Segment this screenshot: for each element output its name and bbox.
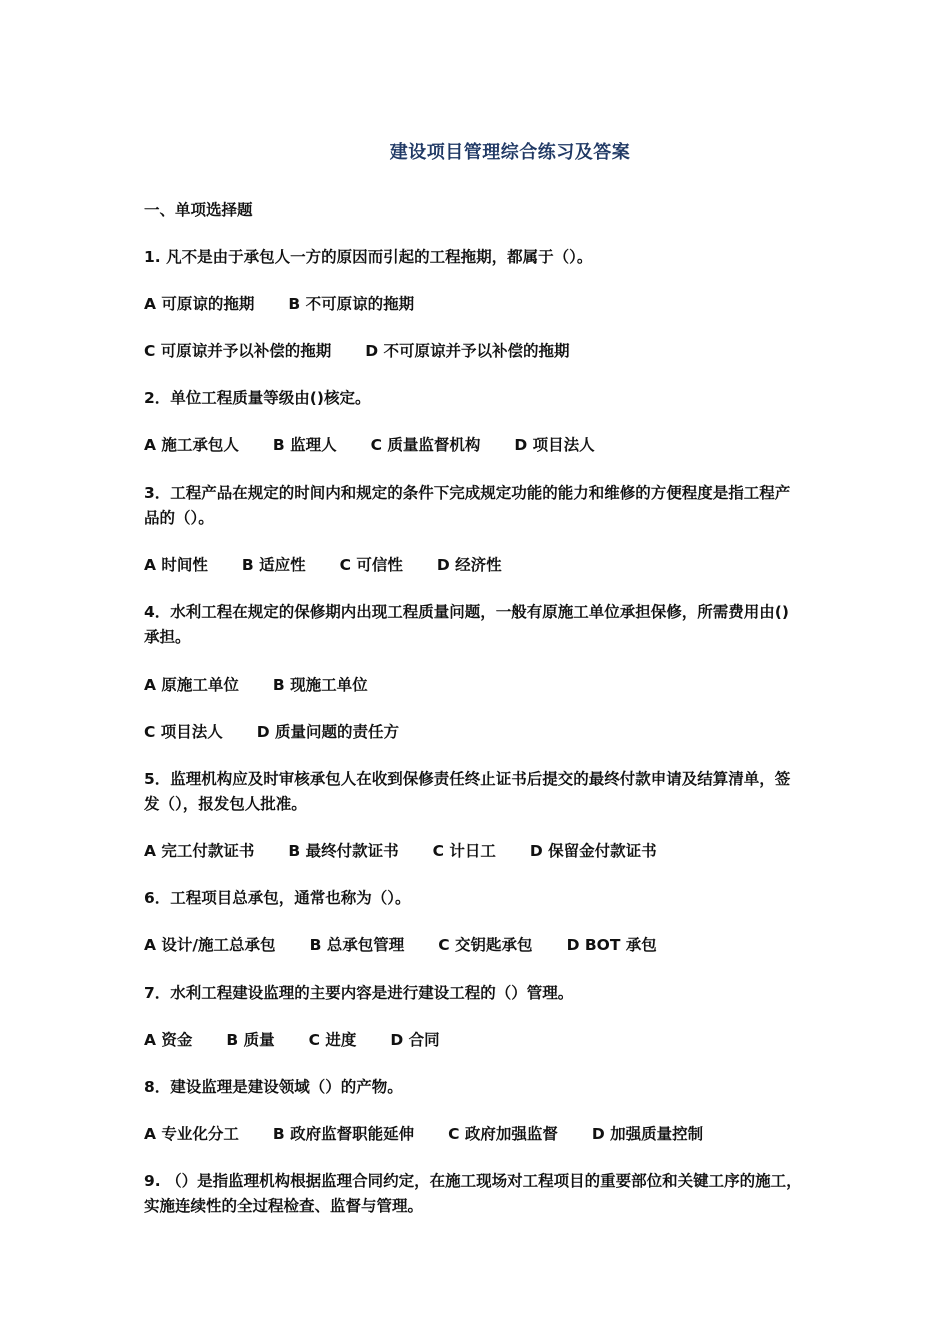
option-b: B 质量 [226,1031,275,1049]
option-d: D 不可原谅并予以补偿的拖期 [365,342,570,360]
option-d: D 合同 [390,1031,440,1049]
option-b: B 监理人 [272,436,337,454]
question-2: 2．单位工程质量等级由()核定。 [144,389,371,407]
question-6-options [144,933,824,958]
question-3: 3．工程产品在规定的时间内和规定的条件下完成规定功能的能力和维修的方便程度是指工程产品的（）。 [144,484,791,527]
option-a: A 原施工单位 [144,676,239,694]
question-5-options [144,839,824,864]
option-a: A 施工承包人 [144,436,239,454]
option-c: C 可原谅并予以补偿的拖期 [144,342,332,360]
option-a: A 时间性 [144,556,208,574]
option-d: D 项目法人 [514,436,595,454]
option-c: C 计日工 [432,842,496,860]
question-1-options-row-2 [144,339,824,364]
option-d: D 质量问题的责任方 [256,723,400,741]
option-c: C 质量监督机构 [370,436,481,454]
question-4-options-row-2 [144,720,824,745]
question-4-options-row-1 [144,673,824,698]
option-d: D BOT 承包 [566,936,657,954]
question-7: 7．水利工程建设监理的主要内容是进行建设工程的（）管理。 [144,984,574,1002]
option-a: A 专业化分工 [144,1125,239,1143]
option-b: B 总承包管理 [309,936,405,954]
option-a: A 设计/施工总承包 [144,936,276,954]
option-b: B 适应性 [241,556,306,574]
option-c: C 项目法人 [144,723,223,741]
question-7-options [144,1028,824,1053]
question-9: 9. （）是指监理机构根据监理合同约定，在施工现场对工程项目的重要部位和关键工序的施工，实施连续性的全过程检查、监督与管理。 [144,1172,802,1215]
question-1-options-row-1 [144,292,824,317]
question-8-options [144,1122,824,1147]
option-d: D 经济性 [436,556,502,574]
question-4: 4．水利工程在规定的保修期内出现工程质量问题，一般有原施工单位承担保修，所需费用由()承担。 [144,603,789,646]
option-c: C 交钥匙承包 [438,936,533,954]
option-b: B 现施工单位 [272,676,368,694]
question-2-options [144,433,824,458]
option-d: D 保留金付款证书 [529,842,657,860]
question-8: 8．建设监理是建设领域（）的产物。 [144,1078,403,1096]
option-a: A 可原谅的拖期 [144,295,255,313]
option-b: B 政府监督职能延伸 [272,1125,415,1143]
option-d: D 加强质量控制 [591,1125,704,1143]
option-a: A 完工付款证书 [144,842,255,860]
question-3-options [144,553,824,578]
document-title: 建设项目管理综合练习及答案 [389,142,631,163]
option-a: A 资金 [144,1031,193,1049]
section-heading: 一、单项选择题 [144,201,253,219]
option-c: C 政府加强监督 [448,1125,558,1143]
question-6: 6．工程项目总承包，通常也称为（）。 [144,889,411,907]
question-5: 5．监理机构应及时审核承包人在收到保修责任终止证书后提交的最终付款申请及结算清单，签发（），报发包人批准。 [144,770,791,813]
option-c: C 可信性 [339,556,403,574]
option-c: C 进度 [308,1031,357,1049]
option-b: B 不可原谅的拖期 [288,295,415,313]
question-1: 1. 凡不是由于承包人一方的原因而引起的工程拖期，都属于（）。 [144,248,593,266]
option-b: B 最终付款证书 [288,842,399,860]
